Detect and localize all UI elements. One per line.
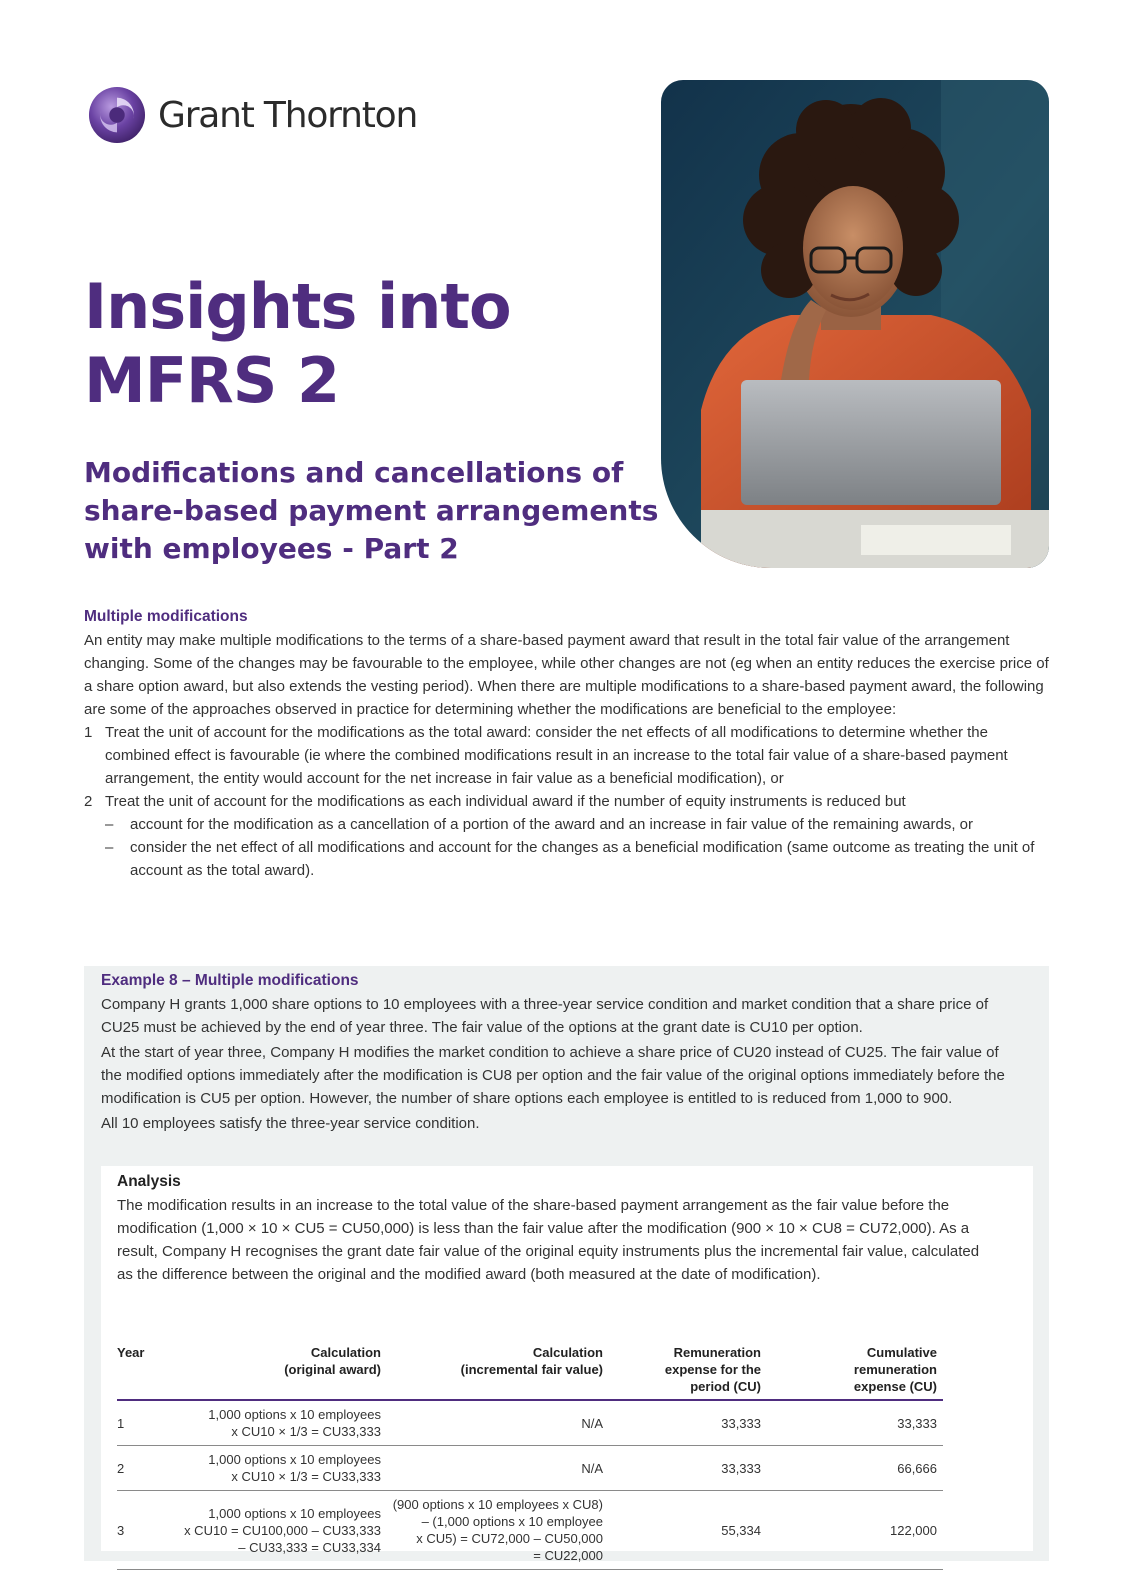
cell-year: 3 <box>117 1491 177 1570</box>
sub-list-item <box>105 836 1049 882</box>
cell-original: 1,000 options x 10 employees x CU10 = CU100,000 – CU33,333 – CU33,333 = CU33,334 <box>177 1491 387 1570</box>
hero-photo <box>661 80 1049 568</box>
example-paragraph: Company H grants 1,000 share options to 10 employees with a three-year service condition and market condition that a share price of CU25 must be achieved by the end of year three. The fair value of the options at the grant date is CU10 per option. <box>101 996 989 1036</box>
cell-cumulative: 66,666 <box>767 1446 943 1491</box>
analysis-box <box>101 1166 1033 1563</box>
header-remuneration: Remuneration expense for the period (CU) <box>664 1345 761 1394</box>
page-subtitle: Modifications and cancellations of share-based payment arrangements with employees - Part 2 <box>84 456 659 565</box>
list-number: 1 <box>84 724 93 741</box>
list-item <box>84 721 1049 790</box>
page-title: Insights into MFRS 2 <box>84 270 511 417</box>
list-dash: – <box>105 839 114 856</box>
header-cumulative: Cumulative remuneration expense (CU) <box>853 1345 937 1394</box>
section-paragraph: An entity may make multiple modifications to the terms of a share-based payment award that result in the total fair value of the arrangement changing. Some of the changes may be favourable to the employee, while other changes are not (eg when an entity reduces the exercise price of a share option award, but also extends the vesting period). When there are multiple modifications to a share-based payment award, the following are some of the approaches observed in practice for determining whether the modifications are beneficial to the employee: <box>84 632 1049 718</box>
cell-year: 1 <box>117 1400 177 1446</box>
list-text: Treat the unit of account for the modifications as the total award: consider the net effects of all modifications to determine whether the combined effect is favourable (ie where the combined modifications result in an increase to the total fair value of a share-based payment arrangement, the entity would account for the net increase in fair value as a beneficial modification), or <box>105 724 1008 787</box>
list-number: 2 <box>84 793 93 810</box>
list-text: consider the net effect of all modifications and account for the changes as a beneficial modification (same outcome as treating the unit of account as the total award). <box>130 839 1035 879</box>
example-paragraph: At the start of year three, Company H modifies the market condition to achieve a share price of CU20 instead of CU25. The fair value of the modified options immediately after the modification is CU8 per option and the fair value of the original options immediately before the modification is CU5 per option. However, the number of share options each employee is entitled to is reduced from 1,000 to 900. <box>101 1044 1005 1107</box>
header-calc-incremental: Calculation (incremental fair value) <box>460 1345 603 1377</box>
calculation-table <box>117 1344 943 1570</box>
analysis-heading: Analysis <box>117 1173 181 1190</box>
header-calc-original: Calculation (original award) <box>284 1345 381 1377</box>
list-dash: – <box>105 816 114 833</box>
cell-incremental: N/A <box>387 1446 609 1491</box>
brand-name: Grant Thornton <box>158 94 418 136</box>
list-text: Treat the unit of account for the modifications as each individual award if the number of equity instruments is reduced but <box>105 793 906 810</box>
list-item <box>84 790 1049 813</box>
multiple-modifications-section <box>84 605 1049 882</box>
table-row <box>117 1400 943 1446</box>
cell-expense: 33,333 <box>609 1400 767 1446</box>
table-header-row <box>117 1344 943 1400</box>
table-row <box>117 1446 943 1491</box>
header-year: Year <box>117 1345 145 1360</box>
cell-cumulative: 33,333 <box>767 1400 943 1446</box>
sub-list-item <box>105 813 1049 836</box>
example-paragraph: All 10 employees satisfy the three-year service condition. <box>101 1115 480 1132</box>
example-box <box>84 966 1049 1561</box>
cell-expense: 55,334 <box>609 1491 767 1570</box>
example-heading: Example 8 – Multiple modifications <box>101 972 359 989</box>
grant-thornton-swirl-icon <box>88 86 146 144</box>
cell-incremental: N/A <box>387 1400 609 1446</box>
section-heading: Multiple modifications <box>84 608 248 625</box>
analysis-paragraph: The modification results in an increase to the total value of the share-based payment arrangement as the fair value before the modification (1,000 × 10 × CU5 = CU50,000) is less than the fair value after the modification (900 × 10 × CU8 = CU72,000). As a result, Company H recognises the grant date fair value of the original equity instruments plus the incremental fair value, calculated as the difference between the original and the modified award (both measured at the date of modification). <box>117 1197 980 1283</box>
table-row <box>117 1491 943 1570</box>
cell-expense: 33,333 <box>609 1446 767 1491</box>
cell-year: 2 <box>117 1446 177 1491</box>
list-text: account for the modification as a cancellation of a portion of the award and an increase in fair value of the remaining awards, or <box>130 816 973 833</box>
brand-logo <box>88 86 417 144</box>
cell-original: 1,000 options x 10 employees x CU10 × 1/3 = CU33,333 <box>177 1400 387 1446</box>
cell-incremental: (900 options x 10 employees x CU8) – (1,000 options x 10 employee x CU5) = CU72,000 – CU50,000 = CU22,000 <box>387 1491 609 1570</box>
cell-original: 1,000 options x 10 employees x CU10 × 1/3 = CU33,333 <box>177 1446 387 1491</box>
cell-cumulative: 122,000 <box>767 1491 943 1570</box>
